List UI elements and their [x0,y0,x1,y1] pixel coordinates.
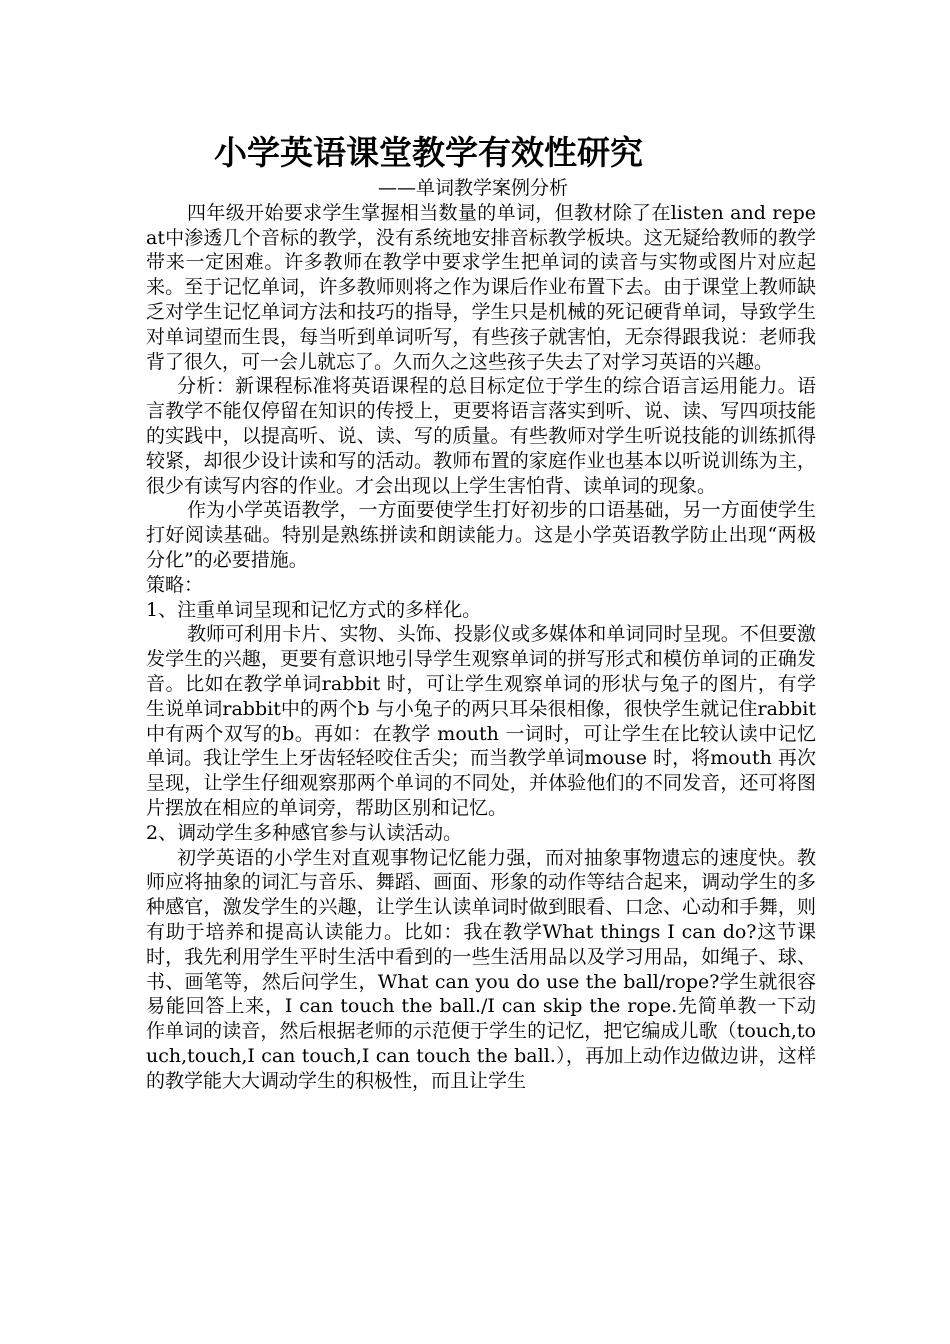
strategy-2-heading: 2、调动学生多种感官参与认读活动。 [146,821,463,844]
strategy-2-paragraph: 初学英语的小学生对直观事物记忆能力强，而对抽象事物遗忘的速度快。教师应将抽象的词汇与音乐、舞蹈、画面、形象的动作等结合起来，调动学生的多种感官，激发学生的兴趣，让学生认读单词时做到眼看、口念、心动和手舞，则有助于培养和提高认读能力。比如：我在教学What things I can do?这节课时，我先利用学生平时生活中看到的一些生活用品以及学习用品，如绳子、球、书、画笔等，然后问学生，What can you do use the ball/rope?学生就很容易能回答上来，I can touch the ball./I can skip the rope.先简单教一下动作单词的读音，然后根据老师的示范便于学生的记忆，把它编成儿歌（touch,touch,touch,I can touch,I can touch the ball.），再加上动作边做边讲，这样的教学能大大调动学生的积极性，而且让学生 [146,846,816,1092]
strategy-heading: 策略： [146,573,204,596]
paragraph-intro: 四年级开始要求学生掌握相当数量的单词，但教材除了在listen and repeat中渗透几个音标的教学，没有系统地安排音标教学板块。这无疑给教师的教学带来一定困难。许多教师在教学中要求学生把单词的读音与实物或图片对应起来。至于记忆单词，许多教师则将之作为课后作业布置下去。由于课堂上教师缺乏对学生记忆单词方法和技巧的指导，学生只是机械的死记硬背单词，导致学生对单词望而生畏，每当听到单词听写，有些孩子就害怕，无奈得跟我说：老师我背了很久，可一会儿就忘了。久而久之这些孩子失去了对学习英语的兴趣。 [146,201,816,373]
paragraph-goal: 作为小学英语教学，一方面要使学生打好初步的口语基础，另一方面使学生打好阅读基础。特别是熟练拼读和朗读能力。这是小学英语教学防止出现“两极分化”的必要措施。 [146,499,816,571]
strategy-1-paragraph: 教师可利用卡片、实物、头饰、投影仪或多媒体和单词同时呈现。不但要激发学生的兴趣，更要有意识地引导学生观察单词的拼写形式和模仿单词的正确发音。比如在教学单词rabbit 时，可让学生观察单词的形状与兔子的图片，有学生说单词rabbit中的两个b 与小兔子的两只耳朵很相像，很快学生就记住rabbit中有两个双写的b。再如：在教学 mouth 一词时，可让学生在比较认读中记忆单词。我让学生上牙齿轻轻咬住舌尖；而当教学单词mouse 时，将mouth 再次呈现，让学生仔细观察那两个单词的不同处，并体验他们的不同发音，还可将图片摆放在相应的单词旁，帮助区别和记忆。 [146,623,816,819]
strategy-1-heading: 1、注重单词呈现和记忆方式的多样化。 [146,598,482,621]
paragraph-analysis: 分析：新课程标准将英语课程的总目标定位于学生的综合语言运用能力。语言教学不能仅停留在知识的传授上，更要将语言落实到听、说、读、写四项技能的实践中，以提高听、说、读、写的质量。有些教师对学生听说技能的训练抓得较紧，却很少设计读和写的活动。教师布置的家庭作业也基本以听说训练为主，很少有读写内容的作业。才会出现以上学生害怕背、读单词的现象。 [146,375,816,497]
document-page [146,130,816,1093]
document-subtitle: ——单词教学案例分析 [378,177,569,199]
document-body [146,201,816,1094]
document-title: 小学英语课堂教学有效性研究 [214,133,643,172]
